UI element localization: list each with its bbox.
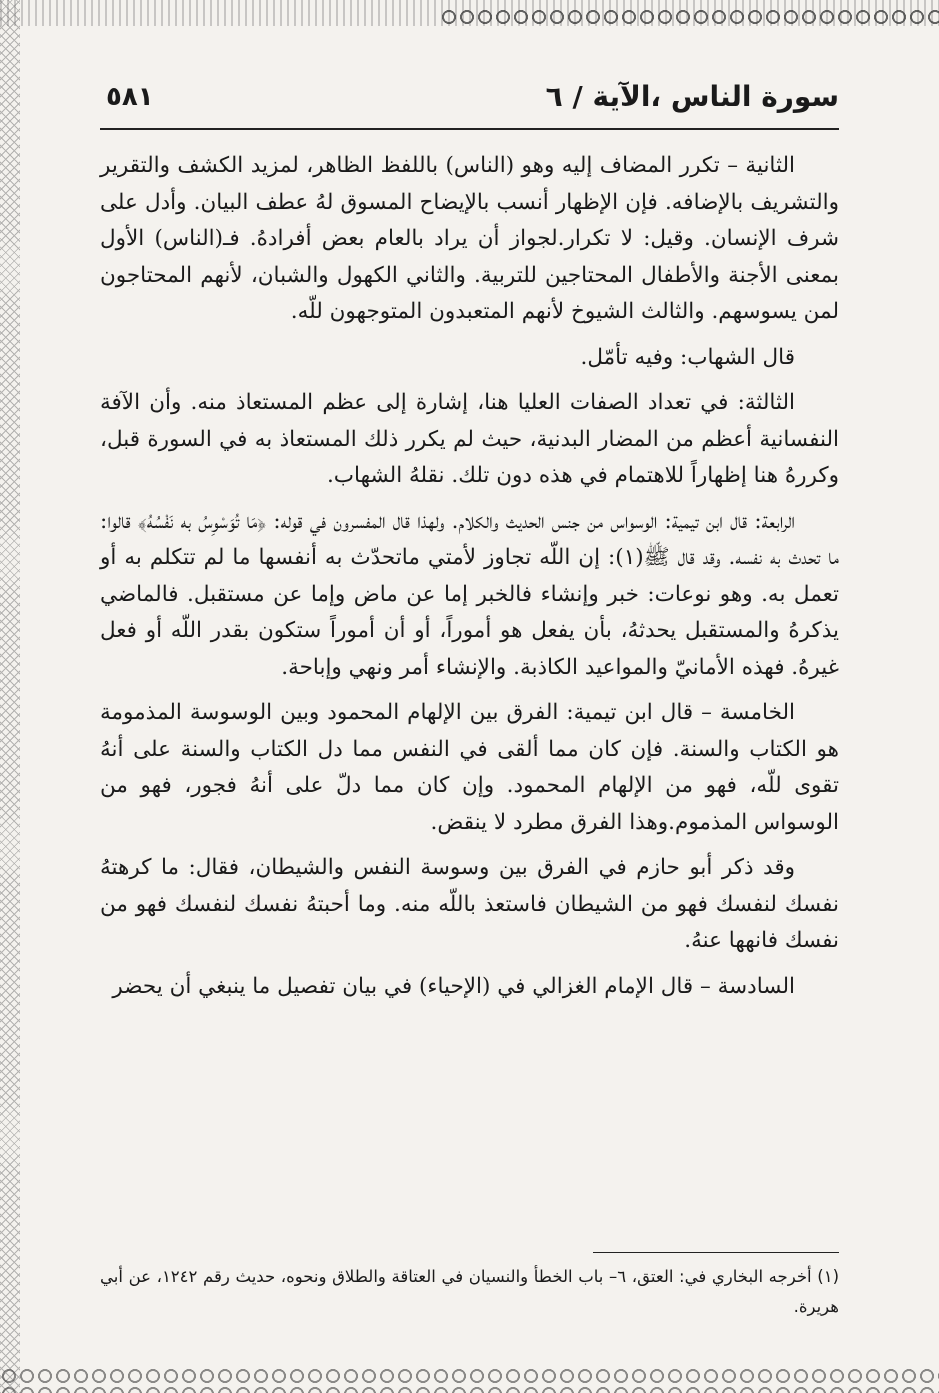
footnote: (١) أخرجه البخاري في: العتق، ٦– باب الخطأ والنسيان في العتاقة والطلاق ونحوه، حديث رقم ١٢٤٢، عن أبي هريرة. <box>100 1267 839 1316</box>
ornamental-chain-border-bottom <box>0 1367 939 1393</box>
body-text <box>100 148 839 1014</box>
paragraph-fifth: الخامسة – قال ابن تيمية: الفرق بين الإلهام المحمود وبين الوسوسة المذمومة هو الكتاب والسنة. فإن كان مما ألقى في النفس مما دل الكتاب والسنة على أنهُ تقوى للّه، فهو من الإلهام المحمود. وإن كان مما دلّ على أنهُ فجور، فهو من الوسواس المذموم.وهذا الفرق مطرد لا ينقض. <box>100 700 839 835</box>
paragraph-fourth: الرابعة: قال ابن تيمية: الوسواس من جنس الحديث والكلام. ولهذا قال المفسرون في قوله: ﴿مَا تُوَسْوِسُ به نَفْسُهُ﴾ قالوا: ما تحدث به نفسه. وقد قال ﷺ(١): إن اللّه تجاوز لأمتي ماتحدّث به أنفسها ما لم تتكلم به أو تعمل به. وهو نوعات: خبر وإنشاء فالخبر إما عن ماض وإما عن مستقبل. فالماضي يذكرهُ والمستقبل يحدثهُ، بأن يفعل هو أموراً، أو أن أموراً ستكون بقدر اللّه أو فعل غيرهُ. فهذه الأمانيّ والمواعيد الكاذبة. والإنشاء أمر ونهي وإباحة. <box>100 508 839 680</box>
page-border-left <box>0 0 20 1393</box>
surah-verse-title: سورة الناس ،الآية / ٦ <box>545 80 839 113</box>
paragraph-third: الثالثة: في تعداد الصفات العليا هنا، إشارة إلى عظم المستعاذ منه. وأن الآفة النفسانية أعظم من المضار البدنية، حيث لم يكرر ذلك المستعاذ به في السورة قبل، وكررهُ هنا إظهاراً للاهتمام في هذه دون تلك. نقلهُ الشهاب. <box>100 390 839 488</box>
paragraph-shihab-note: قال الشهاب: وفيه تأمّل. <box>580 344 795 370</box>
running-header <box>100 78 839 130</box>
footnote-separator <box>593 1252 839 1253</box>
paragraph-sixth: السادسة – قال الإمام الغزالي في (الإحياء) في بيان تفصيل ما ينبغي أن يحضر <box>112 973 795 999</box>
page-number: ٥٨١ <box>106 82 154 112</box>
paragraph-abu-hazim: وقد ذكر أبو حازم في الفرق بين وسوسة النفس والشيطان، فقال: ما كرهتهُ نفسك لنفسك فهو من الشيطان فاستعذ باللّه منه. وما أحبتهُ نفسك لنفسك فهو من نفسك فانهها عنهُ. <box>100 855 839 953</box>
paragraph-second: الثانية – تكرر المضاف إليه وهو (الناس) باللفظ الظاهر، لمزيد الكشف والتقرير والتشريف بالإضافه. فإن الإظهار أنسب بالإيضاح المسوق لهُ عطف البيان. وأدل على شرف الإنسان. وقيل: لا تكرار.لجواز أن يراد بالعام بعض أفرادهُ. فـ(الناس) الأول بمعنى الأجنة والأطفال المحتاجين للتربية. والثاني الكهول والشبان، لأنهم المحتاجون لمن يسوسهم. والثالث الشيوخ لأنهم المتعبدون المتوجهون للّه. <box>100 153 839 324</box>
ornamental-chain-border-top <box>440 8 939 26</box>
